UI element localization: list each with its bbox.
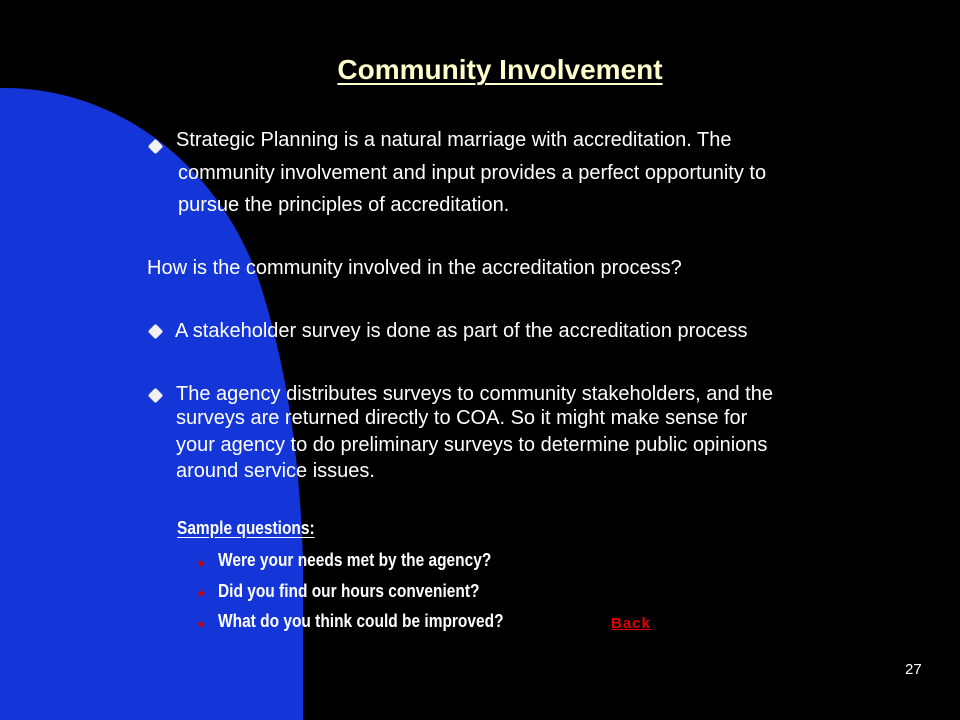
star-bullet-icon: ★ <box>196 619 206 631</box>
star-bullet-icon: ★ <box>196 588 206 600</box>
sample-question-1: Were your needs met by the agency? <box>218 550 492 570</box>
agency-bullet-line-1: The agency distributes surveys to community stakeholders, and the <box>176 383 773 405</box>
agency-bullet-line-3: your agency to do preliminary surveys to determine public opinions <box>176 434 768 456</box>
agency-bullet-line-4: around service issues. <box>176 460 375 482</box>
page-number: 27 <box>905 661 922 678</box>
intro-bullet-line-1: Strategic Planning is a natural marriage with accreditation. The <box>176 129 732 151</box>
star-bullet-icon: ★ <box>196 558 206 570</box>
slide-title: Community Involvement <box>337 54 663 85</box>
sample-question-2: Did you find our hours convenient? <box>218 581 480 601</box>
community-question: How is the community involved in the accreditation process? <box>147 257 682 279</box>
sample-questions-heading: Sample questions: <box>177 518 315 538</box>
back-link[interactable]: Back <box>611 615 651 632</box>
intro-bullet-line-2: community involvement and input provides a perfect opportunity to <box>178 162 767 184</box>
survey-bullet-text: A stakeholder survey is done as part of the accreditation process <box>175 320 748 342</box>
agency-bullet-line-2: surveys are returned directly to COA. So it might make sense for <box>176 407 748 429</box>
intro-bullet-line-3: pursue the principles of accreditation. <box>178 194 510 216</box>
sample-question-3: What do you think could be improved? <box>218 611 504 631</box>
